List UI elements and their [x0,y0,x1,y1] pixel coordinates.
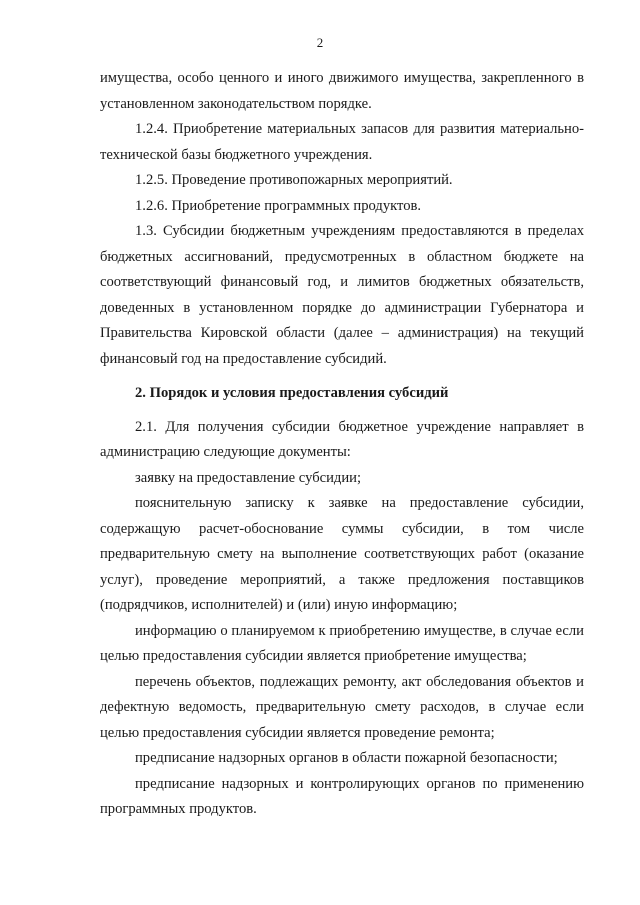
paragraph: перечень объектов, подлежащих ремонту, акт обследования объектов и дефектную ведомость, предварительную смету расходов, в случае если целью предоставления субсидии является проведение ремонта; [100,673,584,741]
paragraph: имущества, особо ценного и иного движимого имущества, закрепленного в установленном законодательством порядке. [100,70,584,112]
paragraph: предписание надзорных органов в области пожарной безопасности; [135,750,558,766]
paragraph: 1.2.5. Проведение противопожарных мероприятий. [135,172,453,188]
paragraph: 1.2.6. Приобретение программных продуктов. [135,197,422,214]
document-body [100,66,584,823]
paragraph: 1.2.4. Приобретение материальных запасов для развития материально-технической базы бюджетного учреждения. [100,121,584,163]
paragraph: пояснительную записку к заявке на предоставление субсидии, содержащую расчет-обоснование суммы субсидии, в том числе предварительную смету на выполнение соответствующих работ (оказание услуг), проведение мероприятий, а также предложения поставщиков (подрядчиков, исполнителей) и (или) иную информацию; [100,495,584,613]
page-number: 2 [316,35,324,50]
section-heading: 2. Порядок и условия предоставления субсидий [135,385,449,401]
paragraph: 2.1. Для получения субсидии бюджетное учреждение направляет в администрацию следующие документы: [100,418,584,460]
paragraph: информацию о планируемом к приобретению имуществе, в случае если целью предоставления субсидии является приобретение имущества; [100,622,584,664]
paragraph: 1.3. Субсидии бюджетным учреждениям предоставляются в пределах бюджетных ассигнований, предусмотренных в областном бюджете на соответствующий финансовый год, и лимитов бюджетных обязательств, доведенных в установленном порядке до администрации Губернатора и Правительства Кировской области (далее – администрация) на текущий финансовый год на предоставление субсидий. [100,223,584,367]
paragraph: заявку на предоставление субсидии; [135,469,362,486]
paragraph: предписание надзорных и контролирующих органов по применению программных продуктов. [100,775,584,817]
